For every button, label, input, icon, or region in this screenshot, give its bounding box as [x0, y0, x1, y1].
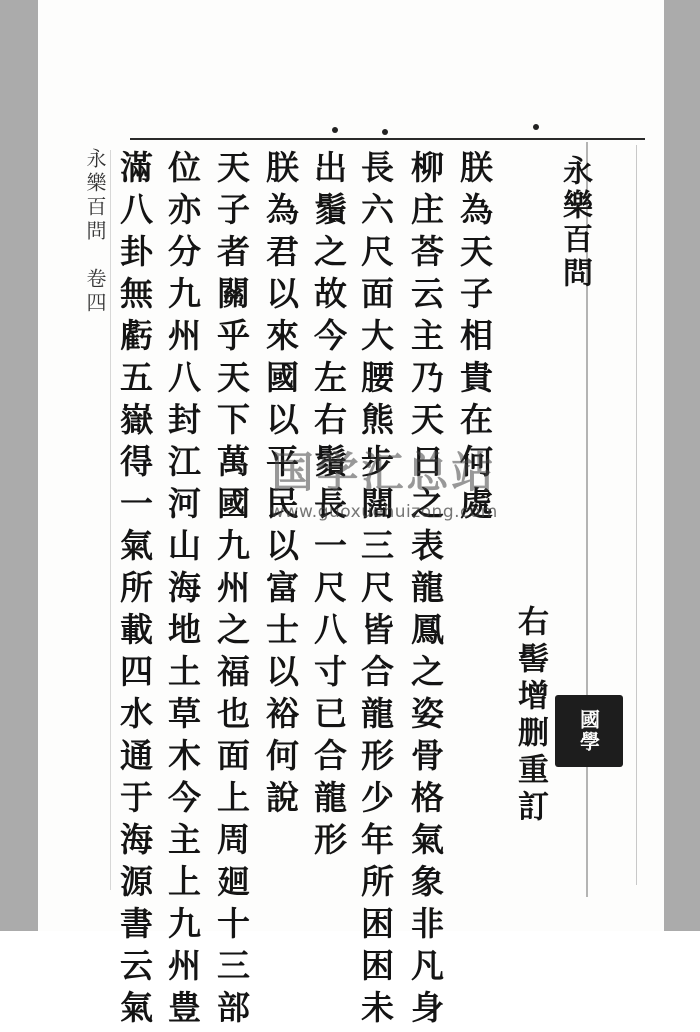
text-column-6: [209, 150, 253, 1032]
text-column-6-text: 天子者關乎天下萬國九州之福也面上周廻十三部: [212, 150, 251, 1032]
text-column-7: [160, 150, 204, 1032]
print-mark: [533, 124, 539, 130]
text-column-8: [112, 150, 156, 1032]
book-page: [38, 0, 664, 1032]
top-border-line: [130, 138, 645, 140]
left-margin-strip: [0, 0, 38, 931]
text-column-8-text: 滿八卦無虧五嶽得一氣所載四水通于海源書云氣: [115, 150, 154, 1032]
seal-stamp-text: 國學: [576, 709, 601, 753]
watermark-title: 国学汇总站: [271, 448, 497, 497]
right-margin-strip: [664, 0, 700, 931]
editor-credit: [508, 605, 552, 827]
text-column-3-text: 長六尺面大腰熊步闊三尺皆合龍形少年所困困未: [356, 150, 395, 1032]
watermark-url: www.guoxuehuizong.com: [270, 502, 498, 522]
book-title-text: 永樂百問: [557, 155, 592, 291]
text-column-2-text: 柳庄荅云主乃天日之表龍鳳之姿骨格氣象非凡身: [406, 150, 445, 1032]
text-column-3: [353, 150, 397, 1032]
text-column-7-text: 位亦分九州八封江河山海地土草木今主上九州豊: [163, 150, 202, 1032]
right-edge-line: [636, 145, 637, 885]
text-column-2: [403, 150, 447, 1032]
book-title: [552, 155, 596, 291]
text-column-4-text: 出鬚之故今左右鬚長一尺八寸已合龍形: [309, 150, 348, 864]
margin-note: [82, 148, 108, 316]
margin-note-text: 永樂百問 卷四: [83, 148, 107, 316]
print-mark: [332, 127, 338, 133]
print-mark: [382, 129, 388, 135]
seal-stamp: [555, 695, 623, 767]
editor-credit-text: 右髻增删重訂: [512, 605, 548, 827]
watermark: [258, 440, 510, 522]
text-column-1-text: 朕為天子相貴在何處: [455, 150, 494, 528]
text-column-5-text: 朕為君以來國以平民以富士以裕何說: [261, 150, 300, 822]
